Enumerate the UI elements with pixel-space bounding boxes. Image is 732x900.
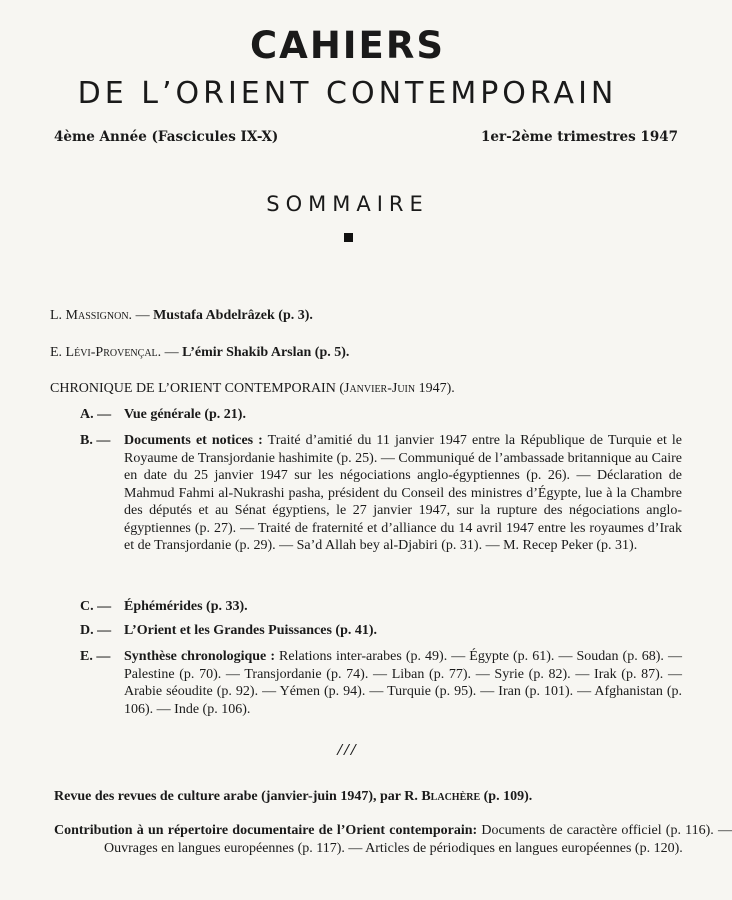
issue-annee: 4ème Année (Fascicules IX-X) [54,129,279,145]
revue-author: R. Blachère [404,789,481,804]
section-label: D. — [80,623,112,638]
journal-subtitle: DE L’ORIENT CONTEMPORAIN [77,76,618,111]
sommaire-heading: SOMMAIRE [266,192,429,216]
section-c [80,598,682,616]
chronique-period: (Janvier-Juin 1947). [335,381,455,396]
section-body: Traité d’amitié du 11 janvier 1947 entre la République de Turquie et le Royaume de Transjordanie hashimite (p. 25). — Communiqué de l’ambassade britannique au Caire en date du 25 janvier 1947 sur les négociations anglo-égyptiennes (p. 26). — Déclaration de Mahmud Fahmi al-Nukrashi pasha, président du Conseil des ministres d’Égypte, lue à la Chambre des députés et au Sénat égyptiens, le 27 janvier 1947, sur la rupture des négociations anglo-égyptiennes (p. 27). — Traité de fraternité et d’alliance du 14 avril 1947 entre les royaumes d’Irak et de Transjordanie (p. 29). — Sa’d Allah bey al-Djabiri (p. 31). — M. Recep Peker (p. 31). [124,433,683,553]
entry-dash: — [161,345,183,360]
entry-title: Mustafa Abdelrâzek (p. 3). [153,308,313,323]
section-d [80,622,682,640]
entry-contribution [54,822,732,857]
section-a [80,406,682,424]
square-ornament-icon [344,233,353,242]
section-text: Éphémérides (p. 33). [124,599,248,614]
section-e [80,648,682,718]
journal-title: CAHIERS [250,24,445,67]
section-text: Vue générale (p. 21). [124,407,246,422]
chronique-title: CHRONIQUE DE L’ORIENT CONTEMPORAIN [50,381,336,396]
entry-revue [54,788,682,806]
entry-massignon [50,307,682,325]
section-lead: Documents et notices : [124,433,263,448]
revue-text: Revue des revues de culture arabe (janvier-juin 1947), par [54,789,405,804]
section-text: L’Orient et les Grandes Puissances (p. 41). [124,623,378,638]
entry-title: L’émir Shakib Arslan (p. 5). [182,345,350,360]
section-label: A. — [80,407,112,422]
section-body: Relations inter-arabes (p. 49). — Égypte (p. 61). — Soudan (p. 68). — Palestine (p. 70). — Transjordanie (p. 74). — Liban (p. 77). — Syrie (p. 82). — Irak (p. 87). — Arabie séoudite (p. 92). — Yémen (p. 94). — Turquie (p. 95). — Iran (p. 101). — Afghanistan (p. 106). — Inde (p. 106). [124,649,682,717]
revue-page: (p. 109). [480,789,533,804]
contribution-text: Documents de caractère officiel (p. 116). — Ouvrages en langues européennes (p. 117). — Articles de périodiques en langues européennes (p. 120). [104,823,732,856]
entry-levi-provencal [50,344,682,362]
entry-chronique [50,380,682,398]
section-b [80,432,682,555]
section-lead: Synthèse chronologique : [124,649,275,664]
issue-meta [54,128,678,146]
section-label: C. — [80,599,112,614]
section-label: B. — [80,433,111,448]
issue-trimestres: 1er-2ème trimestres 1947 [480,129,678,145]
separator-mark: /// [337,740,358,759]
entry-author: E. Lévi-Provençal. [50,345,162,360]
entry-dash: — [132,308,154,323]
section-text [124,648,682,718]
entry-author: L. Massignon. [50,308,133,323]
section-text [124,432,682,555]
contribution-lead: Contribution à un répertoire documentaire de l’Orient contemporain: [54,823,478,838]
section-label: E. — [80,649,111,664]
